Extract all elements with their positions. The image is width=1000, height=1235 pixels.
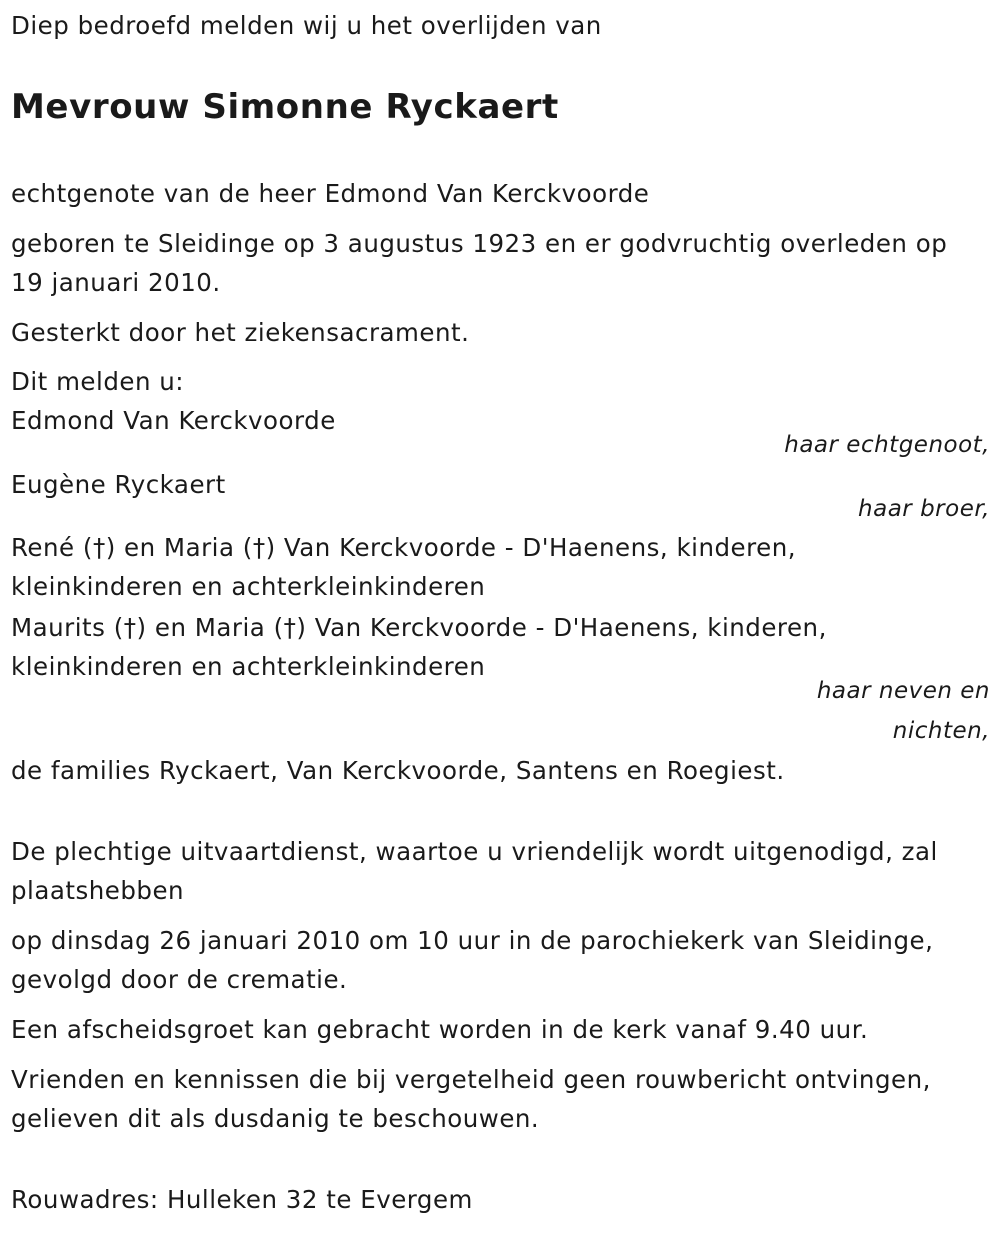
- service-details-line-2: gevolgd door de crematie.: [11, 965, 348, 994]
- nephews-line-4: kleinkinderen en achterkleinkinderen: [11, 652, 486, 681]
- notice-line-2: gelieven dit als dusdanig te beschouwen.: [11, 1104, 540, 1133]
- spouse-line: echtgenote van de heer Edmond Van Kerckvoorde: [11, 179, 650, 208]
- birth-death-line-1: geboren te Sleidinge op 3 augustus 1923 en er godvruchtig overleden op: [11, 229, 948, 258]
- farewell-line: Een afscheidsgroet kan gebracht worden in de kerk vanaf 9.40 uur.: [11, 1015, 869, 1044]
- nephews-line-3: Maurits (†) en Maria (†) Van Kerckvoorde - D'Haenens, kinderen,: [11, 613, 827, 642]
- intro-text: Diep bedroefd melden wij u het overlijden van: [11, 11, 602, 40]
- husband-name: Edmond Van Kerckvoorde: [11, 406, 336, 435]
- service-invitation-line-1: De plechtige uitvaartdienst, waartoe u vriendelijk wordt uitgenodigd, zal: [11, 837, 938, 866]
- deceased-name: Mevrouw Simonne Ryckaert: [11, 87, 559, 127]
- notice-line-1: Vrienden en kennissen die bij vergetelheid geen rouwbericht ontvingen,: [11, 1065, 931, 1094]
- mourning-address: Rouwadres: Hulleken 32 te Evergem: [11, 1185, 473, 1214]
- brother-name: Eugène Ryckaert: [11, 470, 226, 499]
- families-line: de families Ryckaert, Van Kerckvoorde, Santens en Roegiest.: [11, 756, 785, 785]
- service-invitation-line-2: plaatshebben: [11, 876, 185, 905]
- sacrament-line: Gesterkt door het ziekensacrament.: [11, 318, 470, 347]
- nephews-role-line-1: haar neven en: [816, 678, 990, 704]
- service-details-line-1: op dinsdag 26 januari 2010 om 10 uur in de parochiekerk van Sleidinge,: [11, 926, 934, 955]
- nephews-line-2: kleinkinderen en achterkleinkinderen: [11, 572, 486, 601]
- birth-death-line-2: 19 januari 2010.: [11, 268, 221, 297]
- nephews-role-line-2: nichten,: [892, 718, 990, 744]
- announcers-heading: Dit melden u:: [11, 367, 185, 396]
- husband-role: haar echtgenoot,: [784, 432, 990, 458]
- brother-role: haar broer,: [858, 496, 990, 522]
- nephews-line-1: René (†) en Maria (†) Van Kerckvoorde - D'Haenens, kinderen,: [11, 533, 797, 562]
